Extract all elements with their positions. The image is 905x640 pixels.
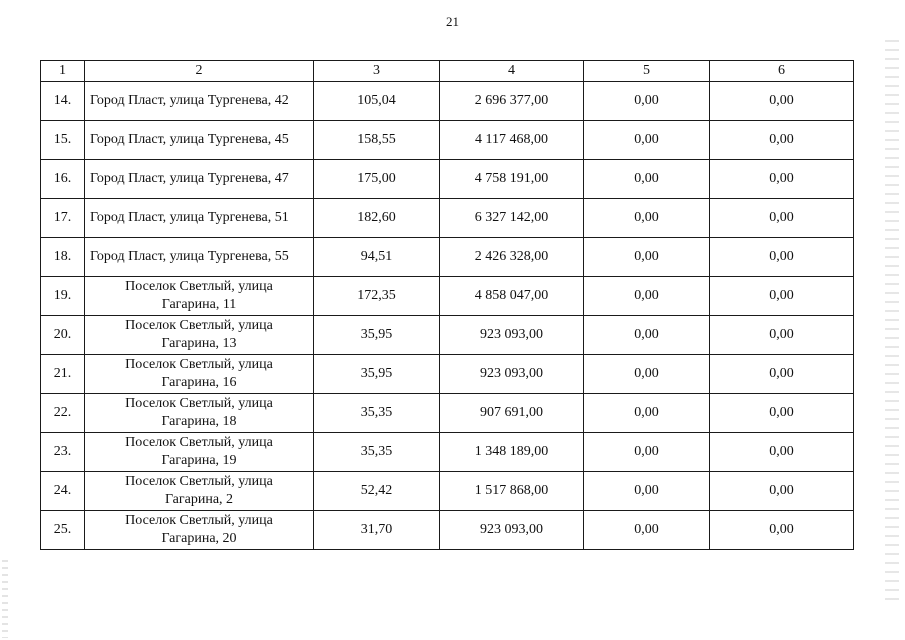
- row-address: [85, 316, 314, 355]
- row-number: 20.: [41, 316, 85, 355]
- row-address-line1: Поселок Светлый, улица: [125, 513, 273, 528]
- row-col6: 0,00: [710, 394, 854, 433]
- row-col6: 0,00: [710, 82, 854, 121]
- table-row: [41, 511, 854, 550]
- table-row: [41, 238, 854, 277]
- row-address: Город Пласт, улица Тургенева, 47: [85, 160, 314, 199]
- row-sum: 923 093,00: [440, 316, 584, 355]
- row-address-line1: Поселок Светлый, улица: [125, 318, 273, 333]
- row-address: [85, 472, 314, 511]
- row-area: 35,95: [314, 316, 440, 355]
- table-row: [41, 277, 854, 316]
- table-row: [41, 199, 854, 238]
- row-address-line1: Поселок Светлый, улица: [125, 474, 273, 489]
- header-cell-5: 5: [584, 61, 710, 82]
- row-area: 35,35: [314, 433, 440, 472]
- row-number: 16.: [41, 160, 85, 199]
- row-col5: 0,00: [584, 316, 710, 355]
- row-area: 35,95: [314, 355, 440, 394]
- row-sum: 4 758 191,00: [440, 160, 584, 199]
- table-row: [41, 316, 854, 355]
- row-col5: 0,00: [584, 433, 710, 472]
- row-address-line2: Гагарина, 2: [164, 492, 234, 507]
- row-sum: 2 696 377,00: [440, 82, 584, 121]
- row-area: 31,70: [314, 511, 440, 550]
- row-col5: 0,00: [584, 511, 710, 550]
- row-address: [85, 511, 314, 550]
- row-area: 52,42: [314, 472, 440, 511]
- header-cell-1: 1: [41, 61, 85, 82]
- row-area: 94,51: [314, 238, 440, 277]
- row-address: Город Пласт, улица Тургенева, 42: [85, 82, 314, 121]
- table-row: [41, 160, 854, 199]
- row-address-line1: Поселок Светлый, улица: [125, 279, 273, 294]
- row-sum: 6 327 142,00: [440, 199, 584, 238]
- row-number: 22.: [41, 394, 85, 433]
- header-cell-6: 6: [710, 61, 854, 82]
- row-col6: 0,00: [710, 238, 854, 277]
- row-address: Город Пласт, улица Тургенева, 51: [85, 199, 314, 238]
- table-row: [41, 355, 854, 394]
- row-number: 15.: [41, 121, 85, 160]
- row-col6: 0,00: [710, 472, 854, 511]
- row-col5: 0,00: [584, 394, 710, 433]
- row-col6: 0,00: [710, 199, 854, 238]
- row-col6: 0,00: [710, 160, 854, 199]
- row-col5: 0,00: [584, 160, 710, 199]
- row-col5: 0,00: [584, 238, 710, 277]
- row-number: 18.: [41, 238, 85, 277]
- table-row: [41, 472, 854, 511]
- row-address-line1: Поселок Светлый, улица: [125, 357, 273, 372]
- row-col5: 0,00: [584, 277, 710, 316]
- table-row: [41, 394, 854, 433]
- row-col5: 0,00: [584, 355, 710, 394]
- row-sum: 923 093,00: [440, 355, 584, 394]
- row-col5: 0,00: [584, 121, 710, 160]
- row-sum: 1 517 868,00: [440, 472, 584, 511]
- table-row: [41, 433, 854, 472]
- row-col5: 0,00: [584, 82, 710, 121]
- row-address: [85, 355, 314, 394]
- row-address-line2: Гагарина, 13: [161, 336, 237, 351]
- row-address: Город Пласт, улица Тургенева, 45: [85, 121, 314, 160]
- row-number: 25.: [41, 511, 85, 550]
- row-area: 105,04: [314, 82, 440, 121]
- row-sum: 923 093,00: [440, 511, 584, 550]
- row-sum: 4 117 468,00: [440, 121, 584, 160]
- row-area: 35,35: [314, 394, 440, 433]
- row-address-line2: Гагарина, 20: [161, 531, 237, 546]
- row-address: Город Пласт, улица Тургенева, 55: [85, 238, 314, 277]
- row-sum: 4 858 047,00: [440, 277, 584, 316]
- row-address: [85, 394, 314, 433]
- row-col6: 0,00: [710, 121, 854, 160]
- row-area: 175,00: [314, 160, 440, 199]
- header-cell-4: 4: [440, 61, 584, 82]
- row-number: 23.: [41, 433, 85, 472]
- row-col6: 0,00: [710, 316, 854, 355]
- table-row: [41, 82, 854, 121]
- row-sum: 907 691,00: [440, 394, 584, 433]
- row-number: 21.: [41, 355, 85, 394]
- table-row: [41, 121, 854, 160]
- row-address-line2: Гагарина, 11: [161, 297, 237, 312]
- header-cell-2: 2: [85, 61, 314, 82]
- row-col5: 0,00: [584, 199, 710, 238]
- data-table: [40, 60, 854, 550]
- scan-margin-marks-left: [2, 560, 8, 638]
- row-area: 182,60: [314, 199, 440, 238]
- row-address-line2: Гагарина, 18: [161, 414, 237, 429]
- row-address-line2: Гагарина, 16: [161, 375, 237, 390]
- row-address: [85, 277, 314, 316]
- row-number: 17.: [41, 199, 85, 238]
- row-number: 19.: [41, 277, 85, 316]
- header-row: [41, 61, 854, 82]
- row-address-line2: Гагарина, 19: [161, 453, 237, 468]
- row-address-line1: Поселок Светлый, улица: [125, 396, 273, 411]
- row-area: 172,35: [314, 277, 440, 316]
- row-col5: 0,00: [584, 472, 710, 511]
- row-sum: 2 426 328,00: [440, 238, 584, 277]
- row-number: 14.: [41, 82, 85, 121]
- header-cell-3: 3: [314, 61, 440, 82]
- table-header: [41, 61, 854, 82]
- row-address: [85, 433, 314, 472]
- row-area: 158,55: [314, 121, 440, 160]
- row-col6: 0,00: [710, 511, 854, 550]
- row-col6: 0,00: [710, 433, 854, 472]
- row-number: 24.: [41, 472, 85, 511]
- row-col6: 0,00: [710, 277, 854, 316]
- row-col6: 0,00: [710, 355, 854, 394]
- row-address-line1: Поселок Светлый, улица: [125, 435, 273, 450]
- table-body: [41, 82, 854, 550]
- scan-margin-marks: [885, 40, 899, 600]
- page-number: 21: [446, 14, 459, 29]
- row-sum: 1 348 189,00: [440, 433, 584, 472]
